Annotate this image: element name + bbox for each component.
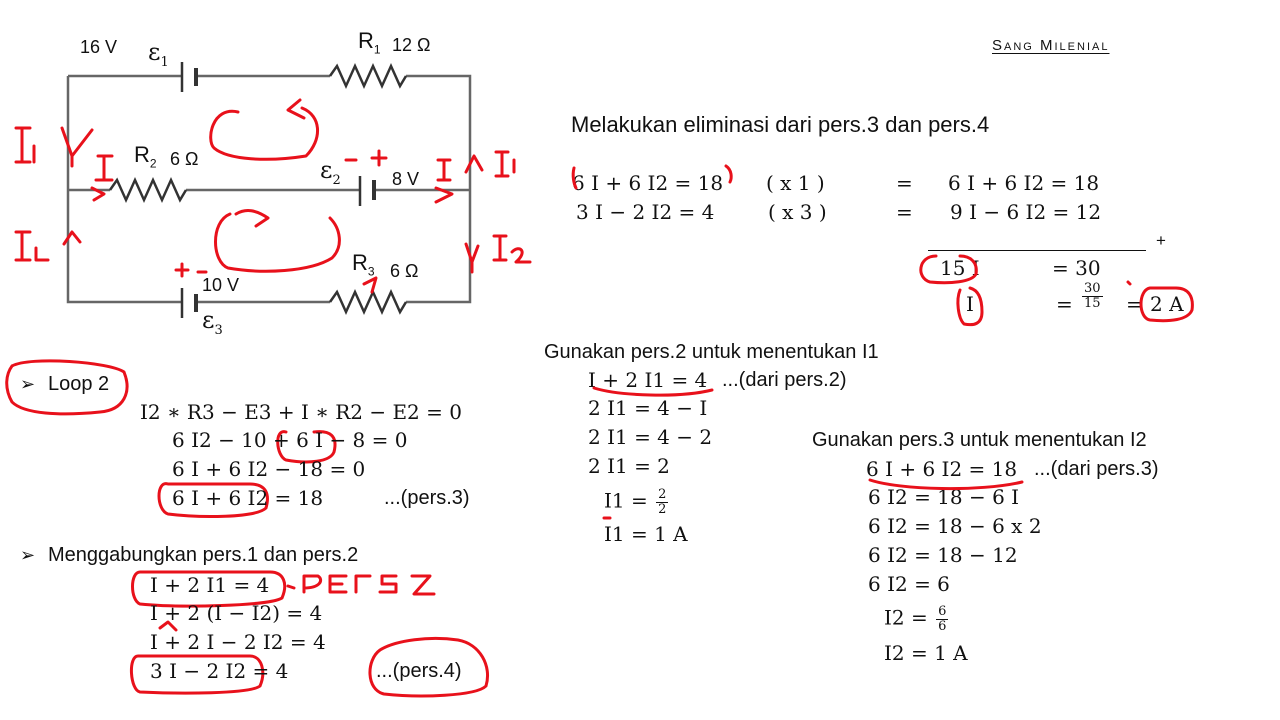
i1-line-2: 2 I1 = 4 − I: [588, 396, 708, 420]
r2-label: $R_2$: [134, 142, 157, 171]
i2-line-1-tag: ...(dari pers.3): [1034, 458, 1159, 480]
loop2-line-3: 6 I + 6 I2 − 18 = 0: [172, 457, 366, 481]
elimination-title: Melakukan eliminasi dari pers.3 dan pers.4: [571, 112, 990, 137]
combine-line-1: I + 2 I1 = 4: [150, 573, 270, 597]
loop2-title: Loop 2: [48, 373, 110, 395]
loop2-tag: ...(pers.3): [384, 487, 470, 509]
i2-line-7: I2 = 1 A: [884, 641, 968, 665]
emf2-label: $\varepsilon_2$: [320, 156, 341, 188]
brand-title: Sang Milenial: [992, 37, 1110, 54]
i2-line-2: 6 I2 = 18 − 6 I: [868, 485, 1020, 509]
elim-row2-mult: ( x 3 ): [768, 200, 827, 224]
i1-line-6: I1 = 1 A: [604, 522, 688, 546]
emf1-value: 16 V: [80, 37, 118, 57]
combine-line-3: I + 2 I − 2 I2 = 4: [150, 630, 326, 654]
elimination-plus-sign: +: [1156, 231, 1166, 250]
i2-line-6: I2 = $\frac{6}{6}$: [884, 604, 947, 634]
emf3-label: $\varepsilon_3$: [202, 306, 223, 338]
i1-line-1: I + 2 I1 = 4: [588, 368, 708, 392]
emf2-value: 8 V: [392, 169, 420, 189]
i1-line-3: 2 I1 = 4 − 2: [588, 425, 713, 449]
elim-i-result: 2 A: [1150, 292, 1184, 316]
i1-line-1-tag: ...(dari pers.2): [722, 369, 847, 391]
elim-i-eq: =: [1056, 292, 1073, 316]
r3-value: 6 Ω: [390, 261, 419, 281]
elim-row1-result: 6 I + 6 I2 = 18: [948, 171, 1100, 195]
elim-row2-result: 9 I − 6 I2 = 12: [950, 200, 1102, 224]
elim-sum-lhs: 15 I: [940, 256, 980, 280]
elim-row1-mult: ( x 1 ): [766, 171, 825, 195]
elim-row1-eqsign: =: [896, 171, 913, 195]
combine-title: Menggabungkan pers.1 dan pers.2: [48, 544, 359, 566]
elim-i-lhs: I: [966, 292, 974, 316]
i2-line-1: 6 I + 6 I2 = 18: [866, 457, 1018, 481]
i2-line-5: 6 I2 = 6: [868, 572, 950, 596]
combine-line-4: 3 I − 2 I2 = 4: [150, 659, 289, 683]
r2-value: 6 Ω: [170, 149, 199, 169]
emf3-value: 10 V: [202, 275, 240, 295]
loop2-line-1: I2 ∗ R3 − E3 + I ∗ R2 − E2 = 0: [140, 400, 462, 424]
i1-line-4: 2 I1 = 2: [588, 454, 670, 478]
r3-label: $R_3$: [352, 250, 375, 279]
loop2-line-2: 6 I2 − 10 + 6 I − 8 = 0: [172, 428, 408, 452]
loop2-bullet-icon: ➢: [20, 374, 36, 395]
i1-title: Gunakan pers.2 untuk menentukan I1: [544, 341, 879, 363]
elim-i-fraction: $\frac{30}{15}$: [1084, 281, 1101, 311]
i2-line-3: 6 I2 = 18 − 6 x 2: [868, 514, 1042, 538]
elim-row1-eq: 6 I + 6 I2 = 18: [572, 171, 724, 195]
elim-i-result-eq: =: [1126, 292, 1143, 316]
loop2-line-4: 6 I + 6 I2 = 18: [172, 486, 324, 510]
emf1-label: $\varepsilon_1$: [148, 38, 169, 70]
r1-label: $R_1$: [358, 28, 381, 57]
r1-value: 12 Ω: [392, 35, 431, 55]
elim-row2-eqsign: =: [896, 200, 913, 224]
combine-line-2: I + 2 (I − I2) = 4: [150, 601, 323, 625]
combine-tag: ...(pers.4): [376, 660, 462, 682]
i2-title: Gunakan pers.3 untuk menentukan I2: [812, 429, 1147, 451]
combine-bullet-icon: ➢: [20, 545, 36, 566]
elim-sum-rhs: = 30: [1052, 256, 1101, 280]
i1-line-5: I1 = $\frac{2}{2}$: [604, 487, 667, 517]
i2-line-4: 6 I2 = 18 − 12: [868, 543, 1018, 567]
elim-row2-eq: 3 I − 2 I2 = 4: [576, 200, 715, 224]
